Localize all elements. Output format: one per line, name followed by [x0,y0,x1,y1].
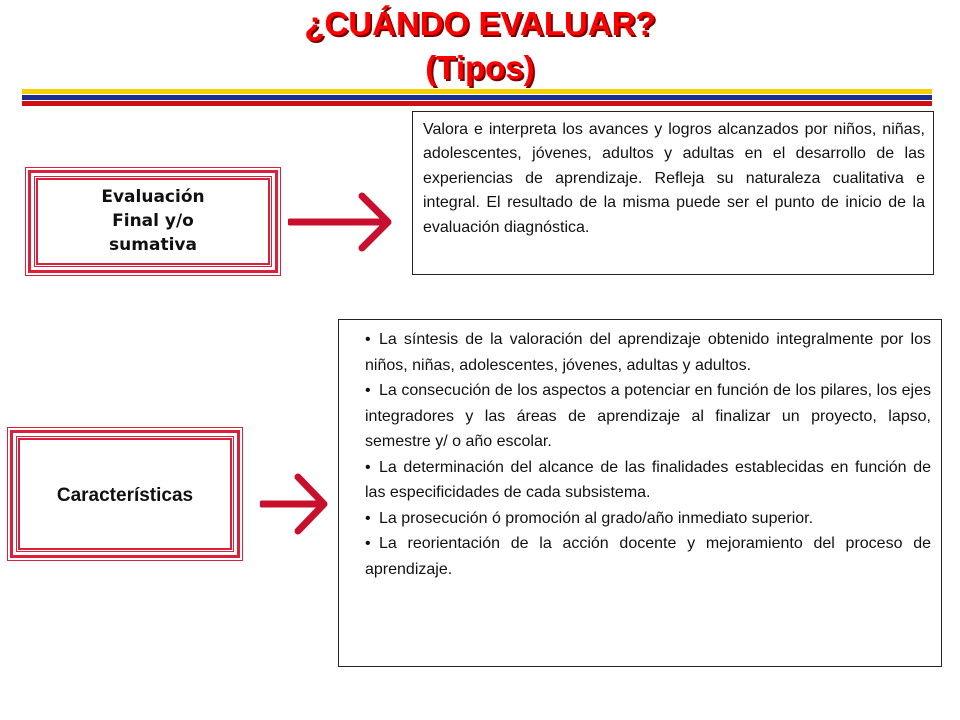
list-item: • La reorientación de la acción docente y mejoramiento del proceso de aprendizaje. [365,535,931,578]
list-item: • La determinación del alcance de las finalidades establecidas en función de las especificidades de cada subsistema. [365,458,931,501]
characteristics-box [10,430,240,558]
evaluation-type-line1: Evaluación [101,187,205,207]
page-title: ¿CUÁNDO EVALUAR? [304,5,656,42]
flag-stripes [22,89,932,109]
right-arrow-icon [260,469,330,539]
description-textbox [412,111,934,275]
flag-stripe-red [22,101,932,106]
evaluation-type-box [28,170,278,273]
page-subtitle: (Tipos) [425,49,535,86]
description-text: Valora e interpreta los avances y logros alcanzados por niños, niñas, adolescentes, jóvenes, adultos y adultas en el desarrollo de las experiencias de aprendizaje. Refleja su naturaleza cualitativa e integral. El resultado de la misma puede ser el punto de inicio de la evaluación diagnóstica. [423,121,925,236]
evaluation-type-line2: Final y/o [112,211,194,231]
list-item: • La síntesis de la valoración del aprendizaje obtenido integralmente por los niños, niñas, adolescentes, jóvenes, adultas y adultos. [365,331,931,374]
right-arrow-icon [288,190,400,254]
evaluation-type-line3: sumativa [109,235,197,255]
characteristics-list [338,319,942,667]
list-item: • La consecución de los aspectos a potenciar en función de los pilares, los ejes integradores y las áreas de aprendizaje al finalizar un proyecto, lapso, semestre y/ o año escolar. [365,382,931,450]
list-item: • La prosecución ó promoción al grado/año inmediato superior. [365,509,814,527]
characteristics-label: Características [56,485,194,506]
